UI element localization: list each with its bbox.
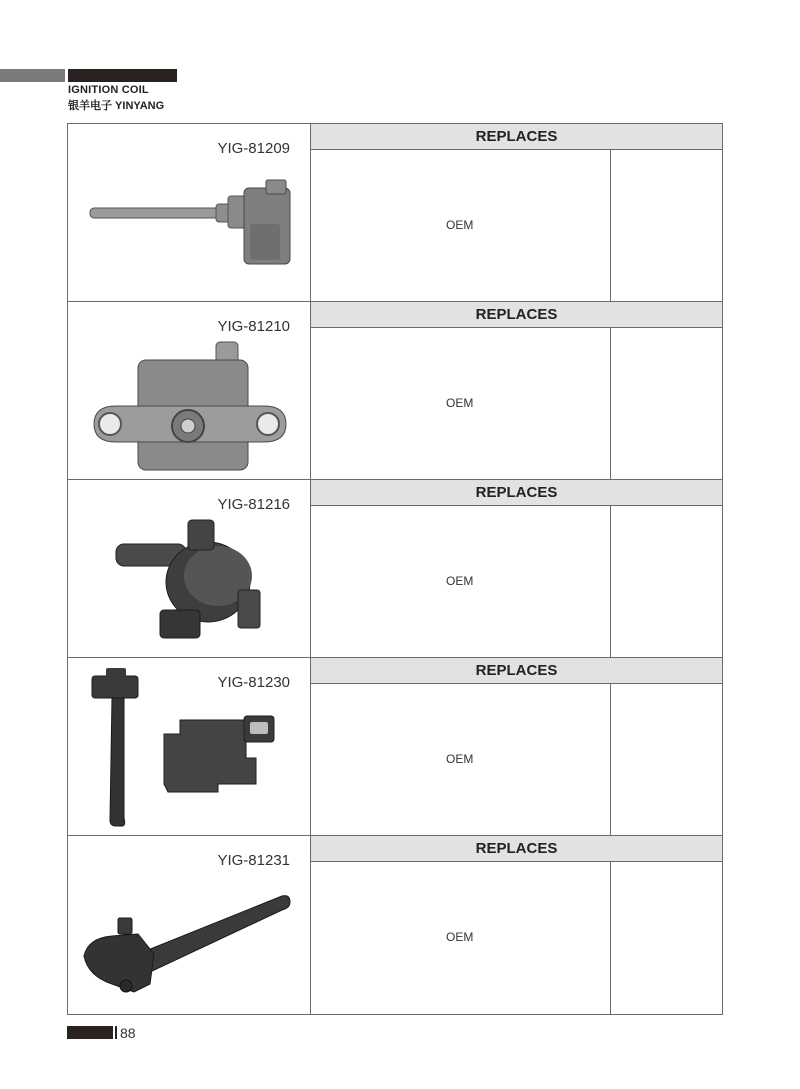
oem-label: OEM — [446, 218, 474, 232]
table-row — [68, 124, 722, 302]
oem-cell — [311, 506, 611, 658]
footer-dark-bar — [67, 1026, 113, 1039]
table-row — [68, 658, 722, 836]
part-number: YIG-81210 — [217, 318, 290, 335]
oem-label: OEM — [446, 752, 474, 766]
table-row — [68, 480, 722, 658]
replaces-header: REPLACES — [311, 658, 722, 684]
oem-label: OEM — [446, 396, 474, 410]
flange-ignition-coil-icon — [68, 302, 311, 480]
oem-cell — [311, 150, 611, 302]
coil-pack-icon — [68, 658, 311, 836]
header-dark-bar — [68, 69, 177, 82]
part-number: YIG-81231 — [217, 852, 290, 869]
page-title: IGNITION COIL — [68, 84, 149, 96]
oem-label: OEM — [446, 574, 474, 588]
extra-cell — [611, 506, 722, 658]
table-row — [68, 302, 722, 480]
oem-cell — [311, 328, 611, 480]
image-cell — [68, 302, 311, 479]
replaces-header: REPLACES — [311, 836, 722, 862]
pencil-ignition-coil-icon — [68, 124, 311, 302]
part-number: YIG-81209 — [217, 140, 290, 157]
image-cell — [68, 124, 311, 301]
header-gray-bar — [0, 69, 65, 82]
oem-cell — [311, 684, 611, 836]
extra-cell — [611, 862, 722, 1014]
footer-divider — [115, 1026, 117, 1039]
replaces-header: REPLACES — [311, 302, 722, 328]
extra-cell — [611, 150, 722, 302]
image-cell — [68, 836, 311, 1014]
extra-cell — [611, 684, 722, 836]
part-number: YIG-81230 — [217, 674, 290, 691]
long-pencil-coil-icon — [68, 836, 311, 1014]
extra-cell — [611, 328, 722, 480]
replaces-header: REPLACES — [311, 124, 722, 150]
page-number: 88 — [120, 1025, 136, 1041]
image-cell — [68, 480, 311, 657]
parts-table — [67, 123, 723, 1015]
part-number: YIG-81216 — [217, 496, 290, 513]
image-cell — [68, 658, 311, 835]
black-ignition-coil-icon — [68, 480, 311, 658]
oem-cell — [311, 862, 611, 1014]
oem-label: OEM — [446, 930, 474, 944]
page-subtitle: 银羊电子 YINYANG — [68, 100, 165, 112]
replaces-header: REPLACES — [311, 480, 722, 506]
table-row — [68, 836, 722, 1014]
